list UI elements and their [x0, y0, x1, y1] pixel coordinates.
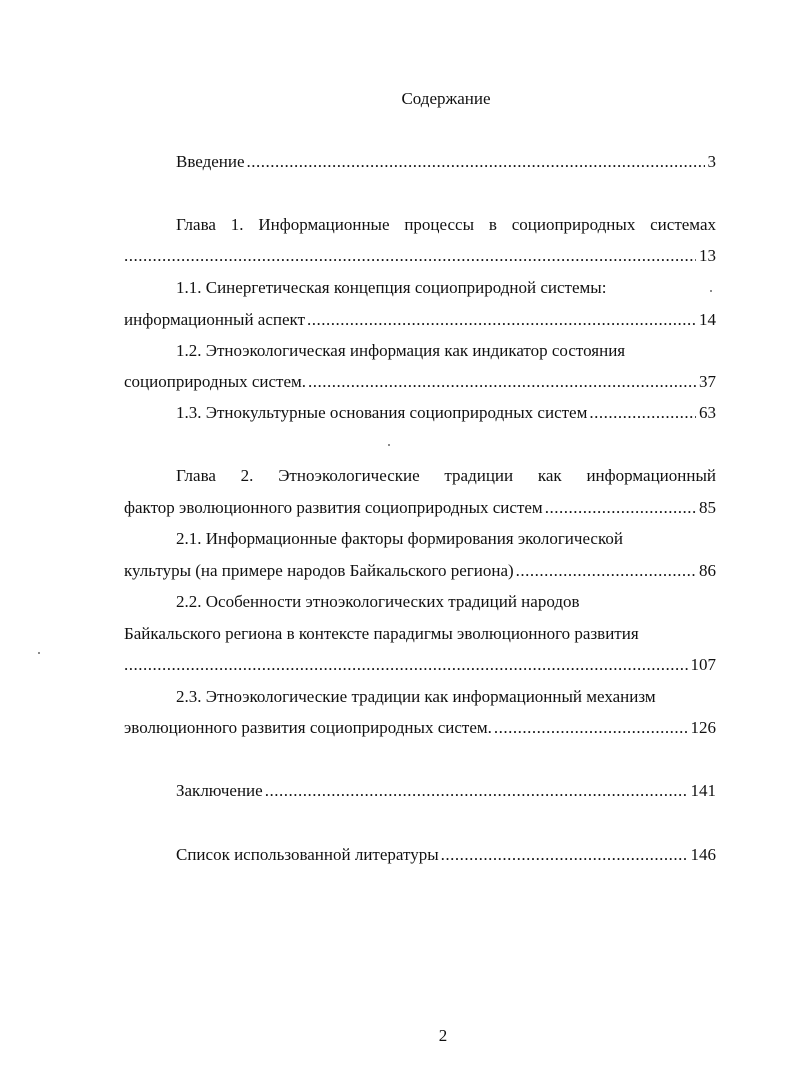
leader-dots — [589, 401, 696, 425]
toc-entry-page: 63 — [699, 403, 716, 422]
scan-speck — [710, 290, 712, 292]
toc-entry-page: 13 — [699, 246, 716, 265]
toc-entry-label: Заключение — [176, 781, 263, 800]
toc-section-2-3-entry[interactable] — [124, 716, 716, 740]
leader-dots — [124, 653, 688, 677]
toc-entry-label: эволюционного развития социоприродных систем. — [124, 718, 492, 737]
leader-dots — [494, 716, 688, 740]
toc-entry-page: 107 — [690, 655, 716, 674]
toc-section-2-2-title-line2[interactable]: Байкальского региона в контексте парадигмы эволюционного развития — [124, 624, 639, 643]
toc-title: Содержание — [401, 89, 491, 108]
toc-chapter-1-leader[interactable] — [124, 244, 716, 268]
toc-entry-label: социоприродных систем. — [124, 372, 307, 391]
toc-entry-page: 85 — [699, 498, 716, 517]
leader-dots — [308, 370, 696, 394]
toc-section-1-1-entry[interactable] — [124, 308, 716, 332]
toc-section-2-2-title[interactable]: 2.2. Особенности этноэкологических традиций народов — [176, 592, 580, 611]
toc-chapter-2-entry[interactable] — [124, 496, 716, 520]
scan-speck — [38, 652, 40, 654]
toc-section-1-2-title[interactable]: 1.2. Этноэкологическая информация как индикатор состояния — [176, 341, 626, 360]
toc-entry-page: 14 — [699, 310, 716, 329]
toc-chapter-1-title[interactable]: Глава 1. Информационные процессы в социоприродных системах — [176, 215, 716, 234]
toc-entry-label: 1.3. Этнокультурные основания социоприродных систем — [176, 403, 588, 422]
scan-speck — [388, 444, 390, 446]
toc-entry-label: Введение — [176, 152, 245, 171]
leader-dots — [307, 308, 696, 332]
toc-section-2-1-title[interactable]: 2.1. Информационные факторы формирования экологической — [176, 529, 623, 548]
leader-dots — [441, 843, 688, 867]
toc-section-1-1-title[interactable]: 1.1. Синергетическая концепция социоприродной системы: — [176, 278, 607, 297]
toc-entry-conclusion[interactable] — [176, 779, 716, 803]
toc-entry-page: 141 — [690, 781, 716, 800]
leader-dots — [265, 779, 688, 803]
toc-section-1-2-entry[interactable] — [124, 370, 716, 394]
leader-dots — [545, 496, 696, 520]
toc-chapter-2-title[interactable]: Глава 2. Этноэкологические традиции как информационный — [176, 466, 716, 485]
toc-entry-page: 126 — [690, 718, 716, 737]
toc-section-2-2-leader[interactable] — [124, 653, 716, 677]
page-number: 2 — [438, 1026, 448, 1045]
toc-section-2-3-title[interactable]: 2.3. Этноэкологические традиции как информационный механизм — [176, 687, 656, 706]
toc-entry-label: Список использованной литературы — [176, 845, 439, 864]
toc-section-2-1-entry[interactable] — [124, 559, 716, 583]
toc-entry-label: фактор эволюционного развития социоприродных систем — [124, 498, 543, 517]
toc-entry-page: 86 — [699, 561, 716, 580]
toc-entry-label: культуры (на примере народов Байкальского региона) — [124, 561, 514, 580]
toc-entry-page: 37 — [699, 372, 716, 391]
toc-entry-page: 3 — [707, 152, 716, 171]
toc-entry-references[interactable] — [176, 843, 716, 867]
toc-section-1-3-entry[interactable] — [176, 401, 716, 425]
toc-entry-intro[interactable] — [176, 150, 716, 174]
leader-dots — [124, 244, 696, 268]
leader-dots — [247, 150, 705, 174]
toc-entry-label: информационный аспект — [124, 310, 305, 329]
toc-entry-page: 146 — [690, 845, 716, 864]
leader-dots — [516, 559, 696, 583]
